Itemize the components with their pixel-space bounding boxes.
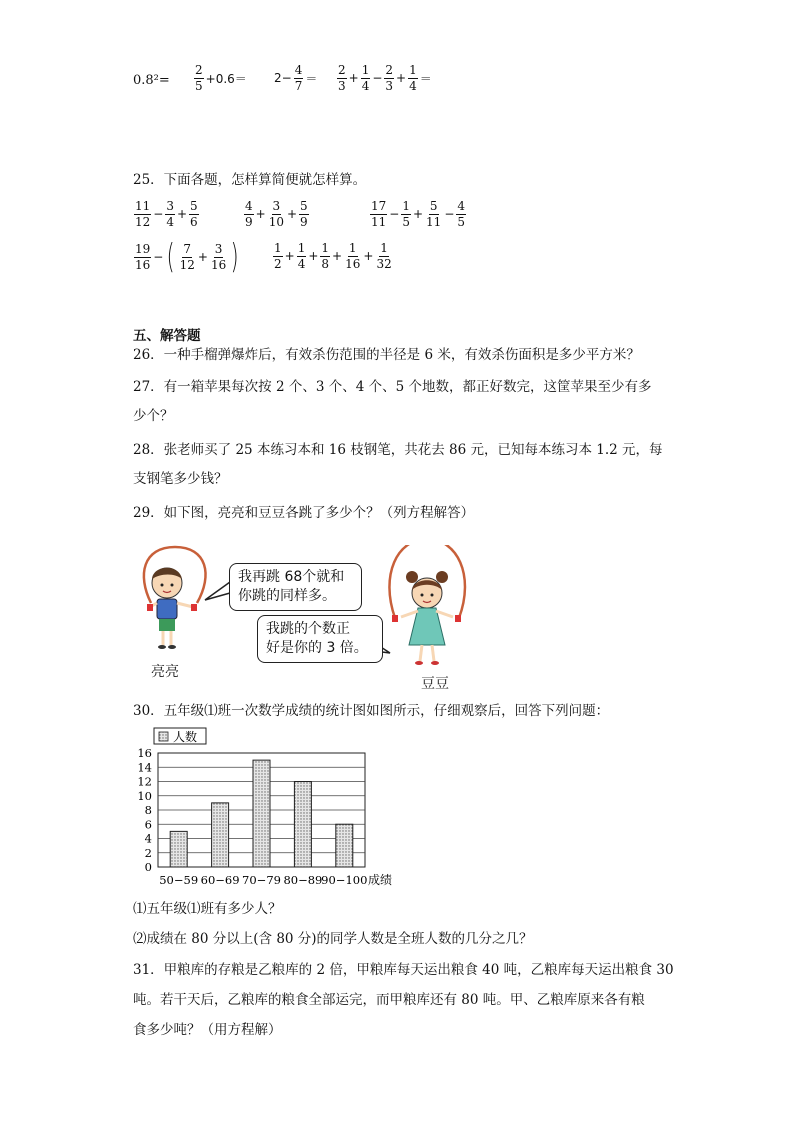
boy-figure: [144, 547, 206, 649]
legend-label: 人数: [173, 730, 198, 744]
fraction: $\frac{4}{7}$: [294, 63, 303, 93]
calc-2-minus: 2− $\frac{4}{7}$ ＝: [274, 63, 318, 93]
bar-60−69: [212, 803, 229, 867]
name-doudou: 豆豆: [421, 676, 449, 692]
calc-0-8-squared: 0.8²=: [133, 73, 170, 88]
q28-line2: 支钢笔多少钱？: [133, 471, 228, 487]
x-tick-label: 70−79: [242, 873, 281, 887]
y-tick-label: 16: [137, 746, 152, 760]
chart-bars: [170, 760, 353, 867]
y-tick-label: 0: [144, 860, 152, 874]
bar-70−79: [253, 760, 270, 867]
y-tick-label: 12: [137, 774, 152, 789]
q31-line1: 31．甲粮库的存粮是乙粮库的 2 倍，甲粮库每天运出粮食 40 吨，乙粮库每天运出粮食 30: [133, 962, 674, 978]
q25-expr-1: $\frac{11}{12}$ − $\frac{3}{4}$ + $\frac{5}{6}$: [135, 199, 198, 229]
y-tick-label: 2: [144, 845, 152, 860]
q27-line2: 少个？: [133, 408, 174, 424]
calc-row-1: [133, 74, 170, 87]
q31-line2: 吨。若干天后，乙粮库的粮食全部运完，而甲粮库还有 80 吨。甲、乙粮库原来各有粮: [133, 992, 645, 1008]
speech-bubble-boy: 我再跳 68个就和 你跳的同样多。: [229, 563, 362, 611]
bar-80−89: [294, 782, 311, 868]
y-tick-label: 4: [144, 831, 152, 846]
name-liangliang: 亮亮: [151, 664, 179, 680]
y-tick-label: 8: [144, 803, 152, 817]
q31-line3: 食多少吨？（用方程解）: [133, 1022, 282, 1038]
q30-part2: ⑵成绩在 80 分以上(含 80 分)的同学人数是全班人数的几分之几？: [133, 931, 533, 947]
x-tick-label: 50−59: [159, 873, 199, 887]
q25-expr-5: $\frac{1}{2}$ + $\frac{1}{4}$ + $\frac{1}{8}$ + $\frac{1}{16}$ + $\frac{1}{32}$: [274, 241, 392, 271]
q25-expr-4: $\frac{19}{16}$ − ( $\frac{7}{12}$ + $\frac{3}{16}$ ): [135, 237, 239, 277]
girl-figure: [389, 545, 465, 665]
x-tick-label: 90−100: [321, 873, 368, 887]
y-tick-label: 14: [137, 760, 152, 775]
x-tick-label: 60−69: [200, 873, 240, 887]
y-tick-label: 10: [137, 788, 152, 803]
q25-text: 25．下面各题，怎样算简便就怎样算。: [133, 172, 367, 188]
bar-50−59: [170, 831, 187, 867]
bar-90−100: [336, 824, 353, 867]
fraction: $\frac{2}{5}$: [195, 63, 203, 93]
q25-expr-2: $\frac{4}{9}$ + $\frac{3}{10}$ + $\frac{5}{9}$: [245, 199, 308, 229]
q26: 26．一种手榴弹爆炸后，有效杀伤范围的半径是 6 米，有效杀伤面积是多少平方米？: [133, 347, 640, 363]
chart-y-ticks: [137, 746, 152, 874]
q28-line1: 28．张老师买了 25 本练习本和 16 枝钢笔，共花去 86 元，已知每本练习本 1.2 元，每: [133, 442, 663, 458]
q30-part1: ⑴五年级⑴班有多少人？: [133, 901, 282, 917]
section-heading: 五、解答题: [133, 328, 201, 344]
q30: 30．五年级⑴班一次数学成绩的统计图如图所示，仔细观察后，回答下列问题：: [133, 703, 610, 719]
q29: 29．如下图，亮亮和豆豆各跳了多少个？（列方程解答）: [133, 505, 475, 521]
speech-bubble-girl: 我跳的个数正 好是你的 3 倍。: [257, 615, 383, 663]
chart-x-ticks: [159, 872, 392, 887]
q25-expr-3: $\frac{17}{11}$ − $\frac{1}{5}$ + $\frac{5}{11}$ − $\frac{4}{5}$: [371, 199, 466, 229]
chart-legend: [154, 728, 206, 744]
calc-fraction-chain: $\frac{2}{3}$ + $\frac{1}{4}$ − $\frac{2}{3}$ + $\frac{1}{4}$ ＝: [338, 63, 432, 93]
x-tick-label: 80−89: [283, 873, 323, 887]
legend-swatch: [159, 732, 168, 741]
score-bar-chart: [120, 725, 410, 890]
y-tick-label: 6: [144, 817, 152, 832]
q27-line1: 27．有一箱苹果每次按 2 个、3 个、4 个、5 个地数，都正好数完，这筐苹果至少有多: [133, 379, 652, 395]
calc-2-5-plus: $\frac{2}{5}$ +0.6＝: [195, 63, 247, 93]
x-axis-label: 成绩: [368, 873, 393, 887]
